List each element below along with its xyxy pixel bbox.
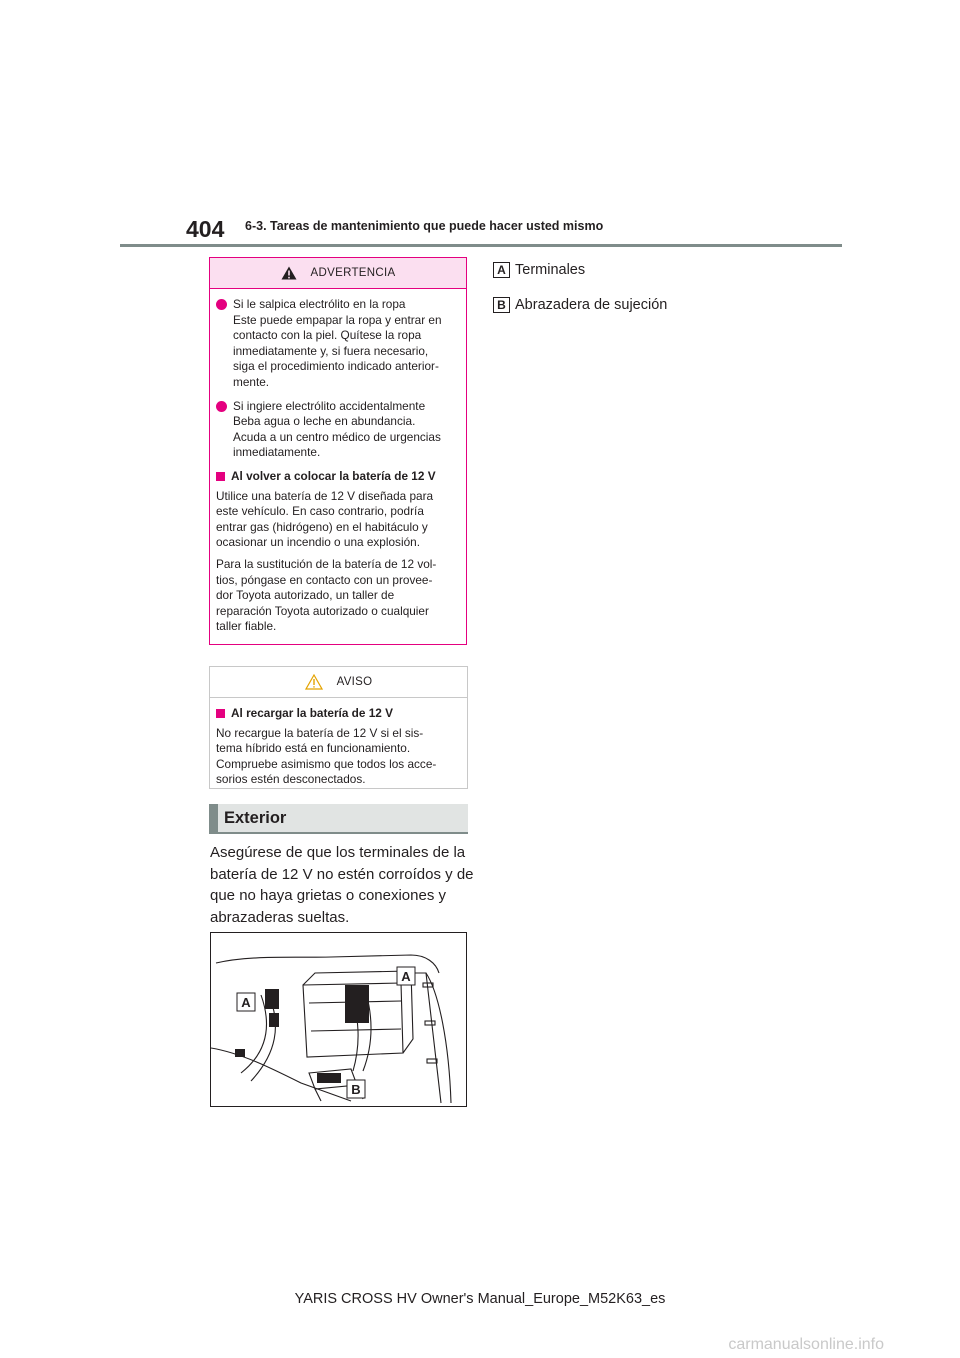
legend-label-b: Abrazadera de sujeción xyxy=(515,297,668,313)
warning-header xyxy=(210,258,466,289)
paragraph-line: ocasionar un incendio o una explosión. xyxy=(216,535,420,550)
square-bullet-icon xyxy=(216,472,225,481)
warning-subheading xyxy=(216,469,458,485)
paragraph-line: No recargue la batería de 12 V si el sis- xyxy=(216,725,424,740)
bullet-dot-icon xyxy=(216,401,227,412)
legend-key-a: A xyxy=(493,262,510,278)
paragraph-line: sorios estén desconectados. xyxy=(216,772,366,787)
body-line: que no haya grietas o conexiones y xyxy=(210,887,446,904)
warning-paragraph xyxy=(216,557,458,635)
body-line: abrazaderas sueltas. xyxy=(210,908,350,926)
paragraph-line: este vehículo. En caso contrario, podría xyxy=(216,504,424,519)
legend-item-b xyxy=(493,297,667,313)
paragraph-line: Compruebe asimismo que todos los acce- xyxy=(216,756,437,771)
notice-header xyxy=(210,667,467,698)
body-line: batería de 12 V no estén corroídos y de xyxy=(210,865,474,883)
paragraph-line: Para la sustitución de la batería de 12 vol- xyxy=(216,556,437,571)
warning-bullet-line: inmediatamente. xyxy=(233,445,321,460)
notice-subheading xyxy=(216,706,459,722)
bullet-dot-icon xyxy=(216,299,227,310)
page-footer: YARIS CROSS HV Owner's Manual_Europe_M52K63_es xyxy=(294,1291,666,1307)
legend-item-a xyxy=(493,262,585,278)
paragraph-line: entrar gas (hidrógeno) en el habitáculo y xyxy=(216,519,428,534)
warning-bullet-line: Este puede empapar la ropa y entrar en xyxy=(233,312,442,327)
battery-illustration xyxy=(210,932,467,1107)
paragraph-line: taller fiable. xyxy=(216,619,277,634)
warning-bullet xyxy=(216,399,458,461)
section-heading-exterior xyxy=(209,804,468,834)
warning-bullet-line: Si le salpica electrólito en la ropa xyxy=(233,297,406,311)
notice-box xyxy=(209,666,468,789)
warning-bullet-line: siga el procedimiento indicado anterior- xyxy=(233,359,439,374)
legend-label-a: Terminales xyxy=(515,262,586,278)
warning-triangle-icon xyxy=(281,266,297,280)
paragraph-line: tema híbrido está en funcionamiento. xyxy=(216,741,411,756)
section-header: 6-3. Tareas de mantenimiento que puede hacer usted mismo xyxy=(245,219,604,233)
paragraph-line: Utilice una batería de 12 V diseñada para xyxy=(216,488,434,503)
callout-b: B xyxy=(351,1082,361,1097)
paragraph-line: dor Toyota autorizado, un taller de xyxy=(216,588,395,603)
heading-accent-bar xyxy=(209,804,218,832)
callout-a-right: A xyxy=(401,969,411,984)
callout-a-left: A xyxy=(241,995,251,1010)
paragraph-line: tios, póngase en contacto con un provee- xyxy=(216,572,433,587)
battery-drawing xyxy=(211,933,466,1106)
warning-bullet-line: contacto con la piel. Quítese la ropa xyxy=(233,328,422,343)
warning-bullet-line: Si ingiere electrólito accidentalmente xyxy=(233,398,426,413)
warning-paragraph xyxy=(216,489,458,551)
square-bullet-icon xyxy=(216,709,225,718)
caution-triangle-icon xyxy=(305,674,323,690)
notice-paragraph xyxy=(216,726,459,788)
exterior-body-text xyxy=(210,842,474,928)
warning-bullet-line: mente. xyxy=(233,374,270,389)
page-number: 404 xyxy=(186,216,225,242)
warning-bullet-line: Acuda a un centro médico de urgencias xyxy=(233,429,441,444)
warning-bullet xyxy=(216,297,458,391)
warning-bullet-line: inmediatamente y, si fuera necesario, xyxy=(233,343,429,358)
exterior-heading-text: Exterior xyxy=(224,808,287,827)
watermark-text: carmanualsonline.info xyxy=(728,1336,884,1353)
notice-title: AVISO xyxy=(336,676,373,688)
warning-bullet-line: Beba agua o leche en abundancia. xyxy=(233,414,416,429)
paragraph-line: reparación Toyota autorizado o cualquier xyxy=(216,603,429,618)
warning-subheading-text: Al volver a colocar la batería de 12 V xyxy=(231,468,436,483)
legend-key-b: B xyxy=(493,297,510,313)
header-divider xyxy=(120,244,842,247)
warning-box xyxy=(209,257,467,645)
body-line: Asegúrese de que los terminales de la xyxy=(210,844,466,861)
warning-title: ADVERTENCIA xyxy=(310,267,396,279)
notice-subheading-text: Al recargar la batería de 12 V xyxy=(231,706,393,720)
